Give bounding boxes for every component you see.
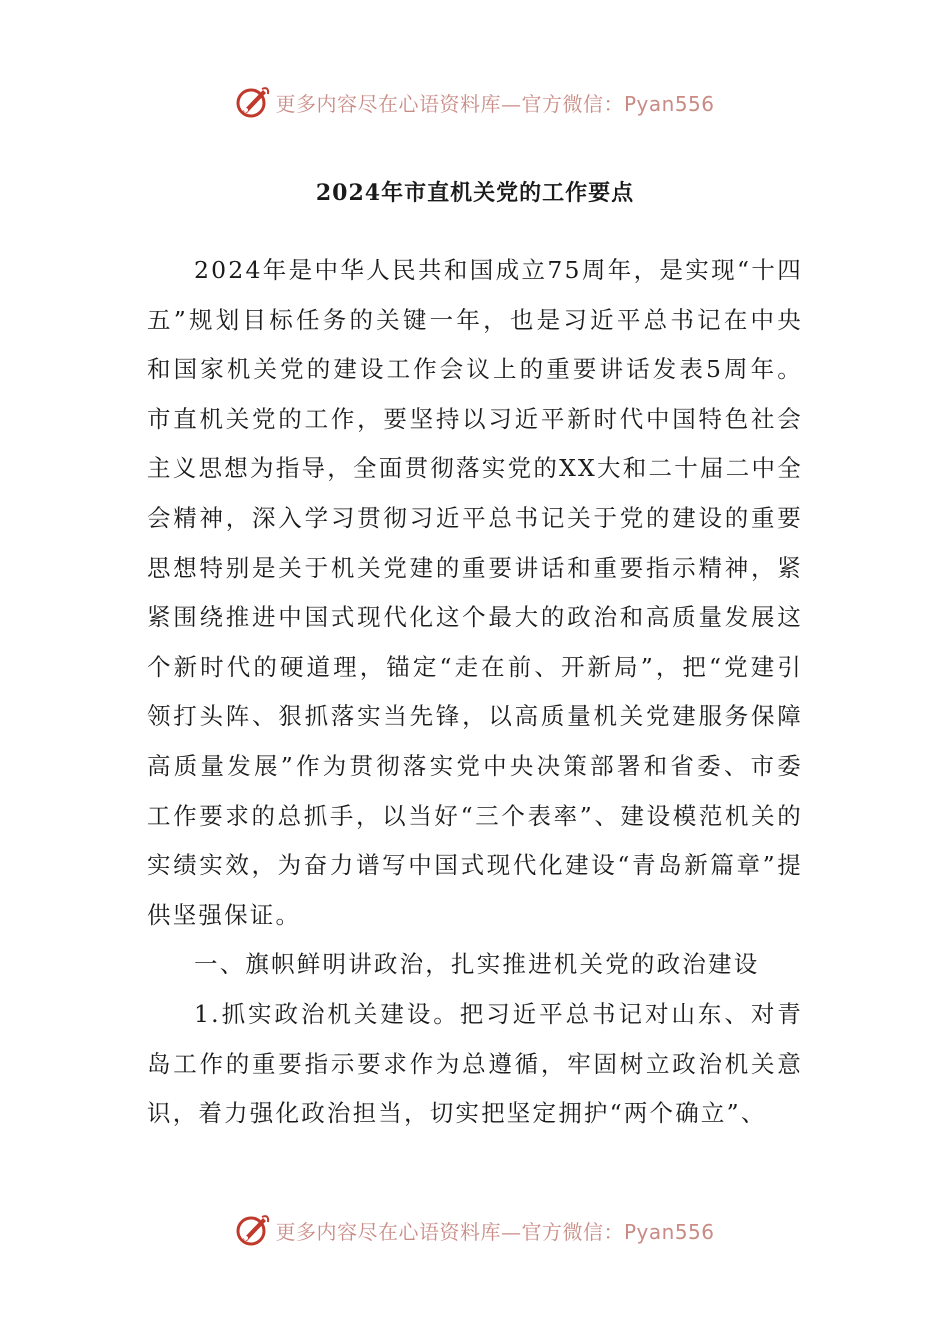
footer-banner xyxy=(0,1208,950,1252)
quill-pen-logo-icon xyxy=(235,1212,271,1248)
document-title: 2024年市直机关党的工作要点 xyxy=(315,180,635,206)
paragraph-item-1: 1.抓实政治机关建设。把习近平总书记对山东、对青岛工作的重要指示要求作为总遵循，牢固树立政治机关意识，着力强化政治担当，切实把坚定拥护“两个确立”、 xyxy=(147,999,803,1128)
document-body xyxy=(147,246,803,1139)
wechat-id: Pyan556 xyxy=(623,91,715,116)
quill-pen-logo-icon xyxy=(235,84,271,120)
banner-text: 更多内容尽在心语资料库—官方微信：Pyan556 xyxy=(275,1219,715,1244)
wechat-id: Pyan556 xyxy=(623,1219,715,1244)
banner-text: 更多内容尽在心语资料库—官方微信：Pyan556 xyxy=(275,91,715,116)
header-banner xyxy=(0,80,950,124)
section-heading: 一、旗帜鲜明讲政治，扎实推进机关党的政治建设 xyxy=(194,950,760,979)
paragraph-intro: 2024年是中华人民共和国成立75周年，是实现“十四五”规划目标任务的关键一年，也是习近平总书记在中央和国家机关党的建设工作会议上的重要讲话发表5周年。市直机关党的工作，要坚持以习近平新时代中国特色社会主义思想为指导，全面贯彻落实党的XX大和二十届二中全会精神，深入学习贯彻习近平总书记关于党的建设的重要思想特别是关于机关党建的重要讲话和重要指示精神，紧紧围绕推进中国式现代化这个最大的政治和高质量发展这个新时代的硬道理，锚定“走在前、开新局”，把“党建引领打头阵、狠抓落实当先锋，以高质量机关党建服务保障高质量发展”作为贯彻落实党中央决策部署和省委、市委工作要求的总抓手，以当好“三个表率”、建设模范机关的实绩实效，为奋力谱写中国式现代化建设“青岛新篇章”提供坚强保证。 xyxy=(147,256,803,929)
